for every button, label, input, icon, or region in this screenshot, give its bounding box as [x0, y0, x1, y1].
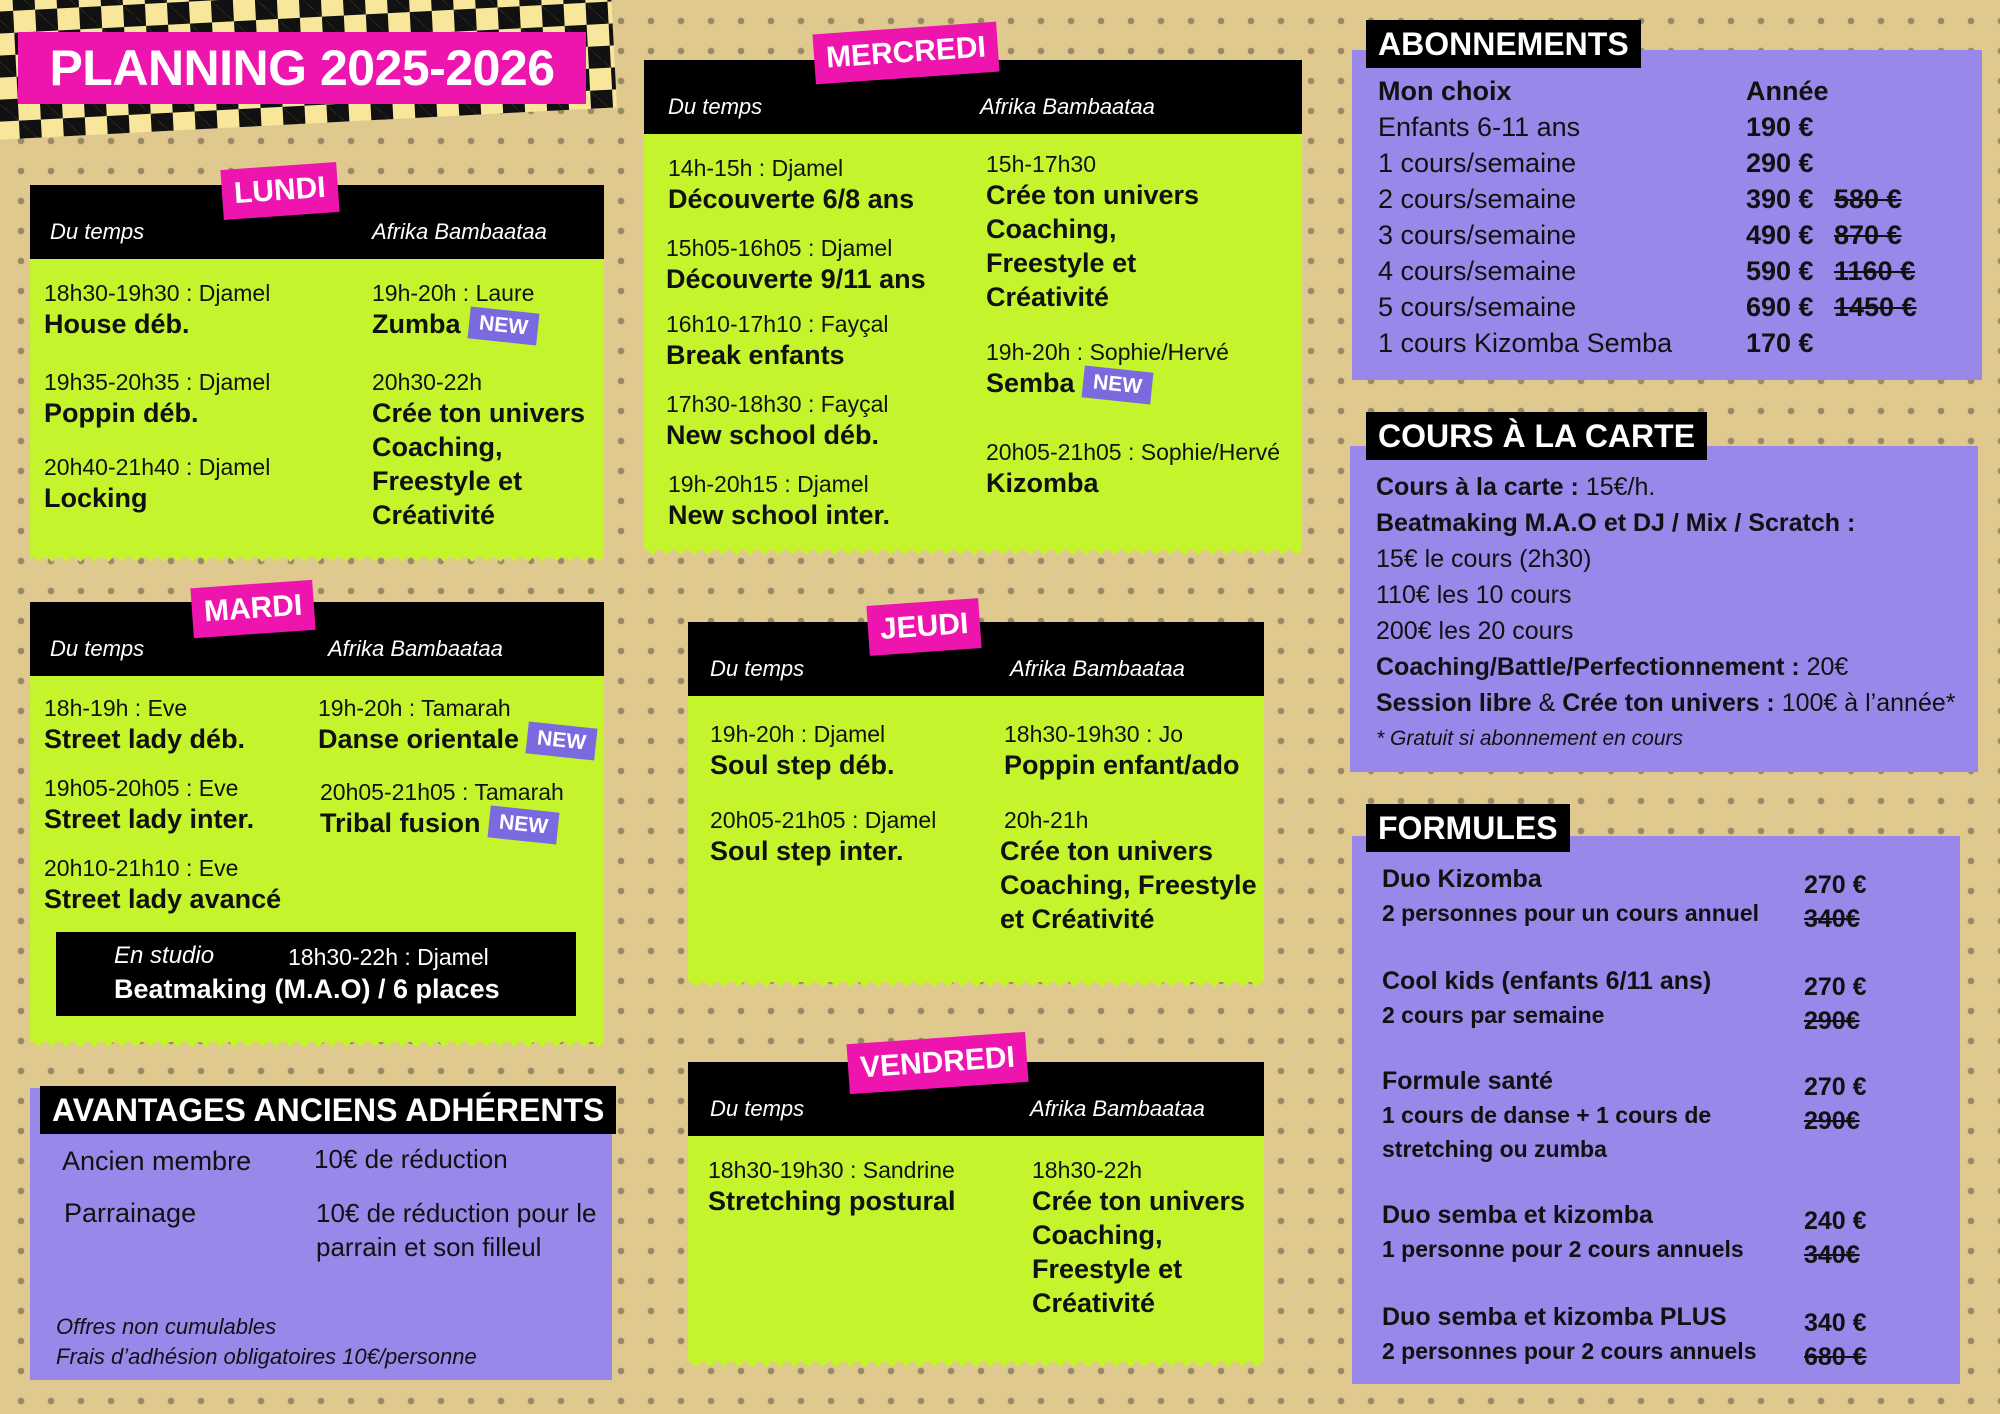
- formule-name: Cool kids (enfants 6/11 ans): [1382, 967, 1712, 995]
- slot-time: 18h30-19h30 : Jo: [1004, 721, 1184, 747]
- abonnement-price: 590 €: [1746, 256, 1814, 286]
- new-badge: NEW: [526, 721, 598, 760]
- new-badge: NEW: [1081, 365, 1153, 404]
- slot: [1004, 720, 1240, 782]
- col-left-label: Du temps: [710, 656, 805, 681]
- formule-name: Duo semba et kizomba: [1382, 1201, 1653, 1229]
- slot-name: Street lady déb.: [44, 724, 246, 754]
- formule-price: 270 €: [1804, 973, 1867, 1001]
- col-left-label: Du temps: [710, 1096, 805, 1121]
- carte-line-1: Cours à la carte : 15€/h.: [1376, 473, 1656, 501]
- slot: [318, 694, 596, 757]
- formule-old-price: 340€: [1804, 905, 1860, 933]
- slot-name: Street lady avancé: [44, 884, 282, 914]
- studio-label: En studio: [114, 942, 215, 969]
- slot-time: 18h30-19h30 : Djamel: [44, 280, 271, 306]
- mercredi-card: [644, 60, 1302, 550]
- slot-name: Crée ton univers Coaching, Freestyle et Créativité: [1000, 836, 1257, 934]
- abonnement-label: 3 cours/semaine: [1378, 220, 1577, 250]
- abonnement-price: 170 €: [1746, 328, 1814, 358]
- formule-name: Duo Kizomba: [1382, 865, 1542, 893]
- slot-time: 19h-20h : Laure: [372, 280, 535, 306]
- new-badge: NEW: [467, 306, 539, 345]
- slot-name: Danse orientale: [318, 724, 520, 754]
- abonnement-price: 690 €: [1746, 292, 1814, 322]
- slot: [372, 368, 597, 532]
- day-tag-mardi: MARDI: [190, 580, 316, 638]
- slot-time: 19h-20h : Sophie/Hervé: [986, 339, 1229, 365]
- slot: [44, 368, 270, 430]
- slot: [44, 854, 281, 916]
- slot: [668, 154, 914, 216]
- slot-name: Crée ton univers Coaching, Freestyle et Créativité: [372, 398, 586, 530]
- slot-time: 20h30-22h: [372, 369, 482, 395]
- slot-name: Tribal fusion: [320, 808, 481, 838]
- slot: [666, 234, 926, 296]
- formules-title: FORMULES: [1366, 804, 1570, 852]
- slot-name: Crée ton univers Coaching, Freestyle et Créativité: [986, 180, 1200, 312]
- slot: [668, 470, 890, 532]
- formule-desc: 2 cours par semaine: [1382, 1002, 1605, 1028]
- slot: [44, 694, 245, 756]
- carte-box: [1350, 446, 1978, 772]
- studio-box: [56, 932, 576, 1016]
- day-tag-jeudi: JEUDI: [866, 598, 982, 656]
- slot-time: 18h30-22h: [1032, 1157, 1142, 1183]
- avantages-note-1: Offres non cumulables: [56, 1314, 277, 1339]
- slot-name: Kizomba: [986, 468, 1099, 498]
- col-left-label: Du temps: [668, 94, 763, 119]
- avantages-parrainage-value: 10€ de réduction pour le parrain et son filleul: [316, 1198, 597, 1262]
- slot-name: Zumba: [372, 309, 461, 339]
- avantages-parrainage-label: Parrainage: [64, 1198, 197, 1228]
- carte-line-5: 200€ les 20 cours: [1376, 617, 1574, 645]
- carte-line-4: 110€ les 10 cours: [1376, 581, 1572, 609]
- slot-time: 17h30-18h30 : Fayçal: [666, 391, 889, 417]
- abonnement-old-price: 870 €: [1834, 220, 1902, 250]
- formule-old-price: 680 €: [1804, 1343, 1867, 1371]
- slot-name: Poppin enfant/ado: [1004, 750, 1240, 780]
- formule-price: 340 €: [1804, 1309, 1867, 1337]
- jeudi-card: [688, 622, 1264, 982]
- formule-desc: 1 personne pour 2 cours annuels: [1382, 1236, 1744, 1262]
- studio-time: 18h30-22h : Djamel: [288, 944, 489, 970]
- slot-name: Découverte 6/8 ans: [668, 184, 915, 214]
- abonnement-label: 1 cours/semaine: [1378, 148, 1577, 178]
- col-left-label: Du temps: [50, 219, 145, 244]
- slot-name: New school déb.: [666, 420, 880, 450]
- avantages-note-2: Frais d’adhésion obligatoires 10€/personne: [56, 1344, 477, 1369]
- slot-time: 20h05-21h05 : Djamel: [710, 807, 937, 833]
- avantages-title: AVANTAGES ANCIENS ADHÉRENTS: [40, 1086, 616, 1134]
- vendredi-card: [688, 1062, 1264, 1362]
- slot: [666, 310, 889, 372]
- slot-time: 19h-20h15 : Djamel: [668, 471, 869, 497]
- slot-time: 18h-19h : Eve: [44, 695, 188, 721]
- avantages-ancien-value: 10€ de réduction: [314, 1144, 508, 1174]
- slot-time: 20h05-21h05 : Sophie/Hervé: [986, 439, 1281, 465]
- slot-time: 19h-20h : Tamarah: [318, 695, 511, 721]
- slot-name: Locking: [44, 483, 148, 513]
- formule-old-price: 340€: [1804, 1241, 1860, 1269]
- abonnement-label: 4 cours/semaine: [1378, 256, 1577, 286]
- slot: [666, 390, 889, 452]
- card-header: [30, 602, 604, 676]
- day-tag-mercredi: MERCREDI: [812, 22, 999, 85]
- col-right-label: Afrika Bambaataa: [1010, 656, 1185, 681]
- slot-name: Semba: [986, 368, 1075, 398]
- carte-line-7: Session libre & Crée ton univers : 100€ à l’année*: [1376, 689, 1956, 717]
- formule-price: 240 €: [1804, 1207, 1867, 1235]
- slot: [1032, 1156, 1252, 1320]
- studio-name: Beatmaking (M.A.O) / 6 places: [114, 974, 500, 1004]
- slot-time: 20h40-21h40 : Djamel: [44, 454, 271, 480]
- day-tag-vendredi: VENDREDI: [846, 1032, 1028, 1094]
- slot-time: 18h30-19h30 : Sandrine: [708, 1157, 955, 1183]
- slot: [1000, 806, 1260, 936]
- abonnements-head-choice: Mon choix: [1378, 76, 1512, 106]
- abonnements-title: ABONNEMENTS: [1366, 20, 1641, 68]
- abonnement-label: Enfants 6-11 ans: [1378, 112, 1581, 142]
- carte-note: * Gratuit si abonnement en cours: [1376, 727, 1684, 750]
- slot-time: 19h05-20h05 : Eve: [44, 775, 239, 801]
- formule-desc: 1 cours de danse + 1 cours de stretching ou zumba: [1382, 1102, 1712, 1162]
- mardi-card: [30, 602, 604, 1042]
- abonnement-label: 2 cours/semaine: [1378, 184, 1577, 214]
- abonnement-price: 390 €: [1746, 184, 1814, 214]
- formule-price: 270 €: [1804, 871, 1867, 899]
- abonnement-old-price: 580 €: [1834, 184, 1902, 214]
- abonnement-price: 490 €: [1746, 220, 1814, 250]
- formule-old-price: 290€: [1804, 1107, 1860, 1135]
- abonnement-old-price: 1450 €: [1834, 292, 1917, 322]
- col-right-label: Afrika Bambaataa: [328, 636, 503, 661]
- slot: [44, 453, 270, 515]
- col-right-label: Afrika Bambaataa: [1030, 1096, 1205, 1121]
- slot-time: 19h-20h : Djamel: [710, 721, 886, 747]
- slot: [710, 806, 936, 868]
- slot-time: 20h-21h: [1004, 807, 1089, 833]
- formule-old-price: 290€: [1804, 1007, 1860, 1035]
- slot-name: Crée ton univers Coaching, Freestyle et Créativité: [1032, 1186, 1246, 1318]
- abonnement-price: 190 €: [1746, 112, 1814, 142]
- page-title: PLANNING 2025-2026: [18, 32, 586, 104]
- formule-desc: 2 personnes pour 2 cours annuels: [1382, 1338, 1757, 1364]
- formule-price: 270 €: [1804, 1073, 1867, 1101]
- slot-time: 15h-17h30: [986, 151, 1096, 177]
- slot-name: House déb.: [44, 309, 190, 339]
- slot: [710, 720, 895, 782]
- new-badge: NEW: [487, 805, 559, 844]
- formule-name: Duo semba et kizomba PLUS: [1382, 1303, 1727, 1331]
- carte-title: COURS À LA CARTE: [1366, 412, 1707, 460]
- col-right-label: Afrika Bambaataa: [372, 219, 547, 244]
- slot-time: 16h10-17h10 : Fayçal: [666, 311, 889, 337]
- abonnement-price: 290 €: [1746, 148, 1814, 178]
- col-right-label: Afrika Bambaataa: [980, 94, 1155, 119]
- slot-name: Break enfants: [666, 340, 845, 370]
- slot: [320, 778, 564, 841]
- col-left-label: Du temps: [50, 636, 145, 661]
- formule-name: Formule santé: [1382, 1067, 1553, 1095]
- abonnements-box: [1352, 50, 1982, 380]
- formule-desc: 2 personnes pour un cours annuel: [1382, 900, 1760, 926]
- slot: [708, 1156, 956, 1218]
- slot-name: Poppin déb.: [44, 398, 199, 428]
- slot-name: Street lady inter.: [44, 804, 255, 834]
- carte-line-3: 15€ le cours (2h30): [1376, 545, 1592, 573]
- slot-name: Stretching postural: [708, 1186, 956, 1216]
- slot-name: Découverte 9/11 ans: [666, 264, 926, 294]
- slot: [986, 338, 1229, 401]
- abonnements-head-year: Année: [1746, 76, 1829, 106]
- slot-name: Soul step inter.: [710, 836, 904, 866]
- avantages-ancien-label: Ancien membre: [62, 1146, 252, 1176]
- slot-time: 20h05-21h05 : Tamarah: [320, 779, 564, 805]
- slot: [986, 438, 1280, 500]
- slot-name: New school inter.: [668, 500, 891, 530]
- formules-box: [1352, 836, 1960, 1384]
- slot-time: 19h35-20h35 : Djamel: [44, 369, 271, 395]
- slot: [372, 279, 538, 342]
- slot-time: 20h10-21h10 : Eve: [44, 855, 239, 881]
- carte-line-2: Beatmaking M.A.O et DJ / Mix / Scratch :: [1376, 509, 1856, 537]
- abonnement-label: 1 cours Kizomba Semba: [1378, 328, 1673, 358]
- day-tag-lundi: LUNDI: [220, 162, 339, 220]
- lundi-card: [30, 185, 604, 557]
- slot-time: 14h-15h : Djamel: [668, 155, 844, 181]
- slot: [44, 279, 270, 341]
- carte-line-6: Coaching/Battle/Perfectionnement : 20€: [1376, 653, 1849, 681]
- slot-time: 15h05-16h05 : Djamel: [666, 235, 893, 261]
- slot-name: Soul step déb.: [710, 750, 895, 780]
- abonnement-old-price: 1160 €: [1834, 256, 1916, 286]
- slot: [986, 150, 1236, 314]
- slot: [44, 774, 254, 836]
- abonnement-label: 5 cours/semaine: [1378, 292, 1577, 322]
